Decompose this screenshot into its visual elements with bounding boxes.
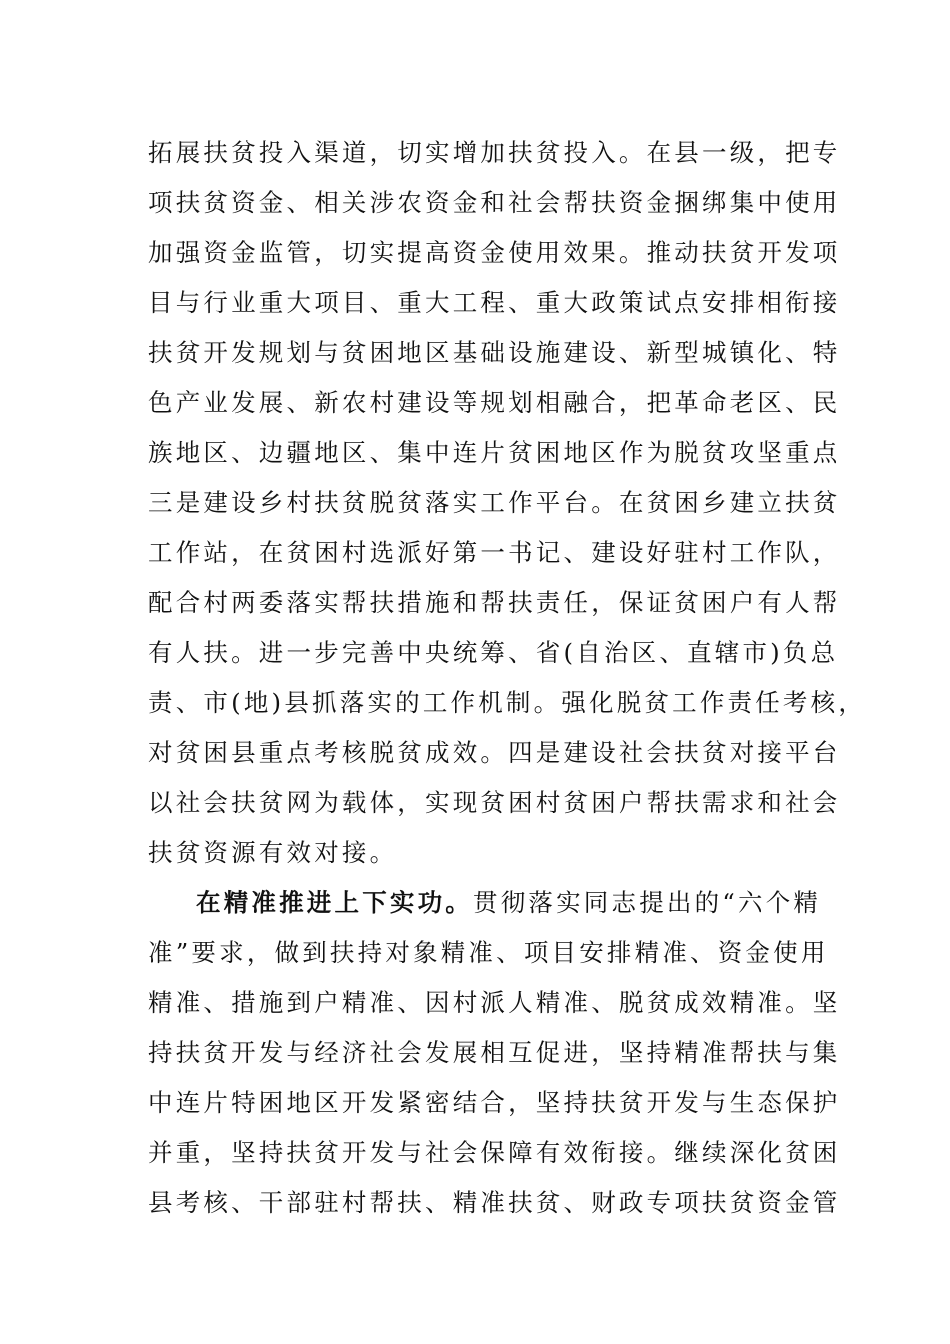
paragraph-line: 加强资金监管，切实提高资金使用效果。推动扶贫开发项 <box>148 238 841 267</box>
paragraph-line: 项扶贫资金、相关涉农资金和社会帮扶资金捆绑集中使用 <box>148 188 841 217</box>
paragraph-line: 有人扶。进一步完善中央统筹、省(自治区、直辖市)负总 <box>148 638 839 667</box>
paragraph-line: 并重，坚持扶贫开发与社会保障有效衔接。继续深化贫困 <box>148 1138 841 1167</box>
paragraph-line: 持扶贫开发与经济社会发展相互促进，坚持精准帮扶与集 <box>148 1038 841 1067</box>
paragraph-line: 配合村两委落实帮扶措施和帮扶责任，保证贫困户有人帮 <box>148 588 841 617</box>
paragraph-line: 工作站，在贫困村选派好第一书记、建设好驻村工作队， <box>148 538 841 567</box>
paragraph-line: 族地区、边疆地区、集中连片贫困地区作为脱贫攻坚重点 <box>148 438 841 467</box>
paragraph-heading: 在精准推进上下实功。 <box>196 888 473 917</box>
paragraph-line: 三是建设乡村扶贫脱贫落实工作平台。在贫困乡建立扶贫 <box>148 488 841 517</box>
paragraph-line: 扶贫开发规划与贫困地区基础设施建设、新型城镇化、特 <box>148 338 841 367</box>
paragraph-line: 色产业发展、新农村建设等规划相融合，把革命老区、民 <box>148 388 841 417</box>
paragraph-first-line <box>196 883 822 923</box>
paragraph-line: 对贫困县重点考核脱贫成效。四是建设社会扶贫对接平台 <box>148 738 841 767</box>
paragraph-line: 责、市(地)县抓落实的工作机制。强化脱贫工作责任考核， <box>148 688 867 717</box>
paragraph-line: 中连片特困地区开发紧密结合，坚持扶贫开发与生态保护 <box>148 1088 841 1117</box>
paragraph-line: 目与行业重大项目、重大工程、重大政策试点安排相衔接 <box>148 288 841 317</box>
paragraph-text: 贯彻落实同志提出的“六个精 <box>473 888 822 917</box>
paragraph-line: 县考核、干部驻村帮扶、精准扶贫、财政专项扶贫资金管 <box>148 1188 841 1217</box>
paragraph-line: 拓展扶贫投入渠道，切实增加扶贫投入。在县一级，把专 <box>148 138 841 167</box>
paragraph-line: 以社会扶贫网为载体，实现贫困村贫困户帮扶需求和社会 <box>148 788 841 817</box>
paragraph-line: 准”要求，做到扶持对象精准、项目安排精准、资金使用 <box>148 938 829 967</box>
paragraph-line: 精准、措施到户精准、因村派人精准、脱贫成效精准。坚 <box>148 988 841 1017</box>
paragraph-line: 扶贫资源有效对接。 <box>148 838 398 867</box>
